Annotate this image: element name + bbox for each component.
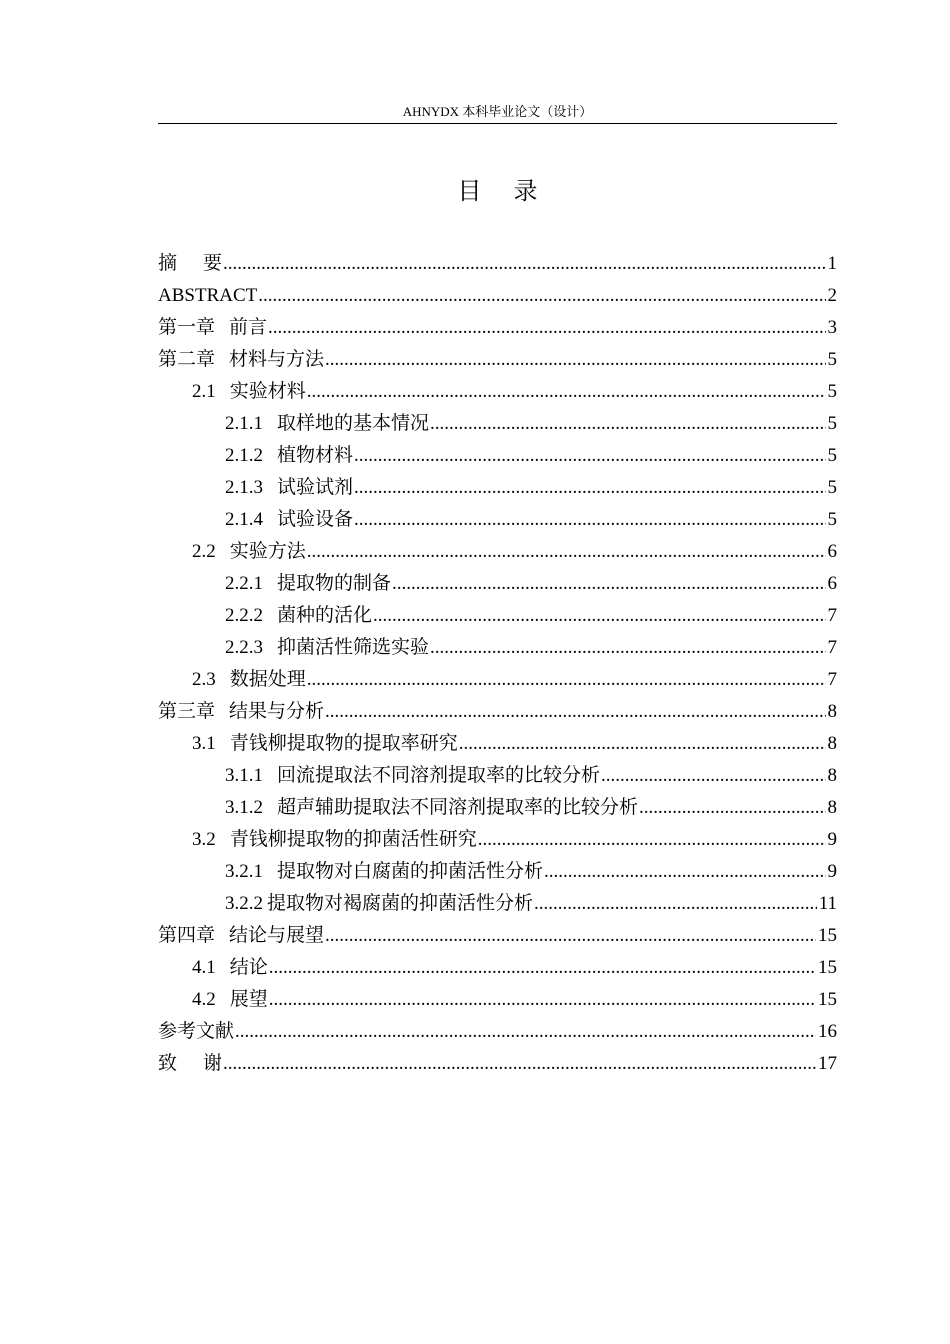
toc-entry-title: 提取物的制备 bbox=[277, 573, 392, 594]
toc-entry[interactable] bbox=[158, 568, 837, 600]
toc-dot-leader bbox=[534, 888, 817, 920]
toc-dot-leader bbox=[392, 568, 825, 600]
toc-entry[interactable] bbox=[158, 632, 837, 664]
toc-entry-number: 3.2.2 bbox=[225, 893, 263, 914]
toc-page-number: 16 bbox=[818, 1021, 837, 1042]
header-divider bbox=[158, 123, 837, 124]
toc-entry-title: 参考文献 bbox=[158, 1021, 235, 1042]
toc-page-number: 7 bbox=[827, 637, 837, 658]
toc-entry-title bbox=[158, 248, 222, 280]
toc-entry-number: 2.1.3 bbox=[225, 477, 263, 498]
toc-dot-leader bbox=[430, 632, 825, 664]
toc-entry-number: 2.1.2 bbox=[225, 445, 263, 466]
toc-entry-number: 2.2.1 bbox=[225, 573, 263, 594]
toc-page-number: 5 bbox=[827, 445, 837, 466]
toc-dot-leader bbox=[354, 504, 825, 536]
toc-page-number: 15 bbox=[818, 989, 837, 1010]
toc-entry-title-char-1: 致 bbox=[158, 1053, 178, 1074]
toc-title-char-1: 目 bbox=[457, 179, 482, 205]
toc-entry-number: 第二章 bbox=[158, 349, 216, 370]
toc-entry-title: 提取物对褐腐菌的抑菌活性分析 bbox=[267, 893, 534, 914]
toc-entry[interactable] bbox=[158, 952, 837, 984]
toc-entry-number: 2.1.1 bbox=[225, 413, 263, 434]
toc-dot-leader bbox=[307, 664, 826, 696]
toc-page-number: 8 bbox=[827, 797, 837, 818]
toc-entry-number: 2.1.4 bbox=[225, 509, 263, 530]
toc-entry[interactable] bbox=[158, 280, 837, 312]
toc-page-number: 2 bbox=[827, 285, 837, 306]
toc-entry[interactable] bbox=[158, 504, 837, 536]
toc-entry[interactable] bbox=[158, 760, 837, 792]
toc-page-number: 8 bbox=[827, 701, 837, 722]
toc-entry-number: 第四章 bbox=[158, 925, 216, 946]
toc-entry-title: 实验方法 bbox=[229, 541, 306, 562]
toc-page-number: 9 bbox=[827, 861, 837, 882]
toc-entry-title: 结果与分析 bbox=[229, 701, 325, 722]
toc-entry-title: 结论 bbox=[229, 957, 268, 978]
toc-entry-title: 数据处理 bbox=[229, 669, 306, 690]
toc-entry[interactable] bbox=[158, 1048, 837, 1080]
toc-entry[interactable] bbox=[158, 664, 837, 696]
toc-entry[interactable] bbox=[158, 920, 837, 952]
toc-entry-title-char-2: 要 bbox=[203, 253, 223, 274]
toc-page-number: 5 bbox=[827, 509, 837, 530]
toc-page-number: 5 bbox=[827, 381, 837, 402]
toc-page-number: 7 bbox=[827, 669, 837, 690]
toc-page-number: 8 bbox=[827, 733, 837, 754]
toc-entry-title-char-1: 摘 bbox=[158, 253, 178, 274]
toc-dot-leader bbox=[235, 1016, 816, 1048]
toc-entry[interactable] bbox=[158, 824, 837, 856]
toc-entry-title: 植物材料 bbox=[277, 445, 354, 466]
toc-page-number: 5 bbox=[827, 413, 837, 434]
toc-page-number: 5 bbox=[827, 477, 837, 498]
toc-entry-number: 2.2 bbox=[192, 541, 216, 562]
toc-dot-leader bbox=[601, 760, 825, 792]
toc-entry-title: 前言 bbox=[229, 317, 268, 338]
toc-title-char-2: 录 bbox=[513, 179, 538, 205]
toc-entry-title: 展望 bbox=[229, 989, 268, 1010]
toc-entry[interactable] bbox=[158, 312, 837, 344]
toc-entry[interactable] bbox=[158, 344, 837, 376]
toc-dot-leader bbox=[223, 248, 825, 280]
toc-entry-title: 超声辅助提取法不同溶剂提取率的比较分析 bbox=[277, 797, 639, 818]
toc-entry-title: 青钱柳提取物的抑菌活性研究 bbox=[229, 829, 477, 850]
toc-entry-title: 菌种的活化 bbox=[277, 605, 373, 626]
toc-dot-leader bbox=[268, 312, 825, 344]
toc-entry-number: 4.2 bbox=[192, 989, 216, 1010]
toc-page-number: 9 bbox=[827, 829, 837, 850]
toc-entry[interactable] bbox=[158, 888, 837, 920]
toc-entry-number: 2.2.3 bbox=[225, 637, 263, 658]
toc-dot-leader bbox=[307, 376, 826, 408]
toc-entry-number: 第一章 bbox=[158, 317, 216, 338]
toc-entry-title: 试验试剂 bbox=[277, 477, 354, 498]
toc-page-number: 6 bbox=[827, 541, 837, 562]
toc-page-number: 1 bbox=[827, 253, 837, 274]
toc-entry-title: 回流提取法不同溶剂提取率的比较分析 bbox=[277, 765, 601, 786]
toc-entry-number: 2.3 bbox=[192, 669, 216, 690]
toc-dot-leader bbox=[325, 344, 825, 376]
toc-dot-leader bbox=[354, 440, 825, 472]
toc-entry-title: 抑菌活性筛选实验 bbox=[277, 637, 430, 658]
toc-entry-number: 3.1.2 bbox=[225, 797, 263, 818]
toc-title bbox=[158, 176, 837, 208]
toc-entry[interactable] bbox=[158, 536, 837, 568]
toc-entry-title: 提取物对白腐菌的抑菌活性分析 bbox=[277, 861, 544, 882]
running-header: AHNYDX 本科毕业论文（设计） bbox=[402, 104, 593, 119]
toc-entry[interactable] bbox=[158, 440, 837, 472]
toc-entry-number: 2.2.2 bbox=[225, 605, 263, 626]
toc-entry[interactable] bbox=[158, 248, 837, 280]
toc-entry-number: 3.1 bbox=[192, 733, 216, 754]
toc-dot-leader bbox=[223, 1048, 816, 1080]
toc-entry[interactable] bbox=[158, 600, 837, 632]
toc-page-number: 11 bbox=[818, 893, 837, 914]
toc-entry-number: 4.1 bbox=[192, 957, 216, 978]
toc-entry[interactable] bbox=[158, 728, 837, 760]
toc-page-number: 15 bbox=[818, 957, 837, 978]
toc-page-number: 7 bbox=[827, 605, 837, 626]
toc-page-number: 17 bbox=[818, 1053, 837, 1074]
toc-entry-title: 试验设备 bbox=[277, 509, 354, 530]
table-of-contents bbox=[158, 248, 837, 1080]
toc-dot-leader bbox=[307, 536, 826, 568]
toc-entry-number: 3.2.1 bbox=[225, 861, 263, 882]
toc-entry-title: 取样地的基本情况 bbox=[277, 413, 430, 434]
toc-dot-leader bbox=[325, 696, 825, 728]
toc-entry[interactable] bbox=[158, 696, 837, 728]
toc-entry-title: 材料与方法 bbox=[229, 349, 325, 370]
toc-entry-number: 第三章 bbox=[158, 701, 216, 722]
toc-entry[interactable] bbox=[158, 792, 837, 824]
toc-dot-leader bbox=[269, 984, 816, 1016]
toc-entry[interactable] bbox=[158, 472, 837, 504]
toc-entry[interactable] bbox=[158, 856, 837, 888]
toc-dot-leader bbox=[430, 408, 825, 440]
toc-entry-number: 3.2 bbox=[192, 829, 216, 850]
toc-dot-leader bbox=[258, 280, 825, 312]
toc-dot-leader bbox=[354, 472, 825, 504]
toc-entry-title-char-2: 谢 bbox=[203, 1053, 223, 1074]
toc-entry[interactable] bbox=[158, 1016, 837, 1048]
toc-entry-title: 青钱柳提取物的提取率研究 bbox=[229, 733, 458, 754]
toc-page-number: 5 bbox=[827, 349, 837, 370]
toc-entry-title: 实验材料 bbox=[229, 381, 306, 402]
toc-entry[interactable] bbox=[158, 376, 837, 408]
toc-page-number: 6 bbox=[827, 573, 837, 594]
toc-dot-leader bbox=[478, 824, 826, 856]
toc-entry-title bbox=[158, 1048, 222, 1080]
toc-entry-number: 3.1.1 bbox=[225, 765, 263, 786]
toc-entry[interactable] bbox=[158, 408, 837, 440]
toc-entry-title: ABSTRACT bbox=[158, 285, 258, 306]
toc-entry[interactable] bbox=[158, 984, 837, 1016]
toc-dot-leader bbox=[544, 856, 825, 888]
toc-page-number: 8 bbox=[827, 765, 837, 786]
toc-entry-number: 2.1 bbox=[192, 381, 216, 402]
toc-dot-leader bbox=[459, 728, 826, 760]
toc-dot-leader bbox=[373, 600, 825, 632]
toc-page-number: 15 bbox=[818, 925, 837, 946]
toc-entry-title: 结论与展望 bbox=[229, 925, 325, 946]
toc-dot-leader bbox=[639, 792, 825, 824]
toc-dot-leader bbox=[269, 952, 816, 984]
toc-dot-leader bbox=[325, 920, 816, 952]
toc-page-number: 3 bbox=[827, 317, 837, 338]
